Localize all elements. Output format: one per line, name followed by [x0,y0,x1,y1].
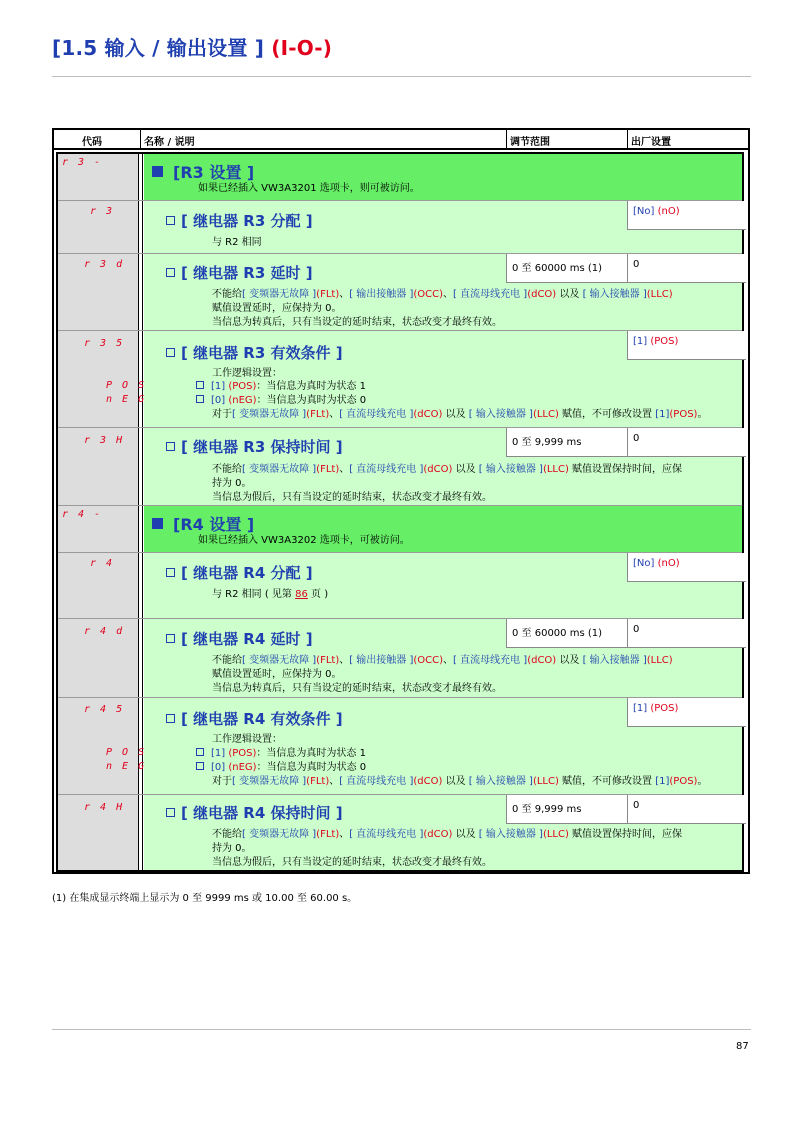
r3-delay-line1: 不能给[ 变频器无故障 ](FLt)、[ 输出接触器 ](OCC)、[ 直流母线充电 ](dCO) 以及 [ 输入接触器 ](LLC) [212,289,673,300]
r3-desc: 如果已经插入 VW3A3201 选项卡，则可被访问。 [198,183,420,194]
r3-delay-range: 0 至 60000 ms (1) [506,254,627,283]
r4-opt2: [0] (nEG)：当信息为真时为状态 0 [196,761,366,775]
r4-hold-code: r 4 H [84,802,125,813]
filled-square-icon [152,518,163,529]
checkbox-icon [166,348,175,357]
r3-assign-desc: 与 R2 相同 [212,237,262,248]
r4-desc: 如果已经插入 VW3A3202 选项卡，可被访问。 [198,535,410,546]
r3-title: [R3 设置 ] [152,160,254,183]
checkbox-icon [166,268,175,277]
filled-square-icon [152,166,163,177]
r3-delay-factory: 0 [627,254,746,283]
r4-hold-title: [ 继电器 R4 保持时间 ] [166,802,343,823]
r3-hold-line2: 持为 0。 [212,478,252,489]
bottom-rule [52,1029,751,1030]
checkbox-icon [166,568,175,577]
page-title-main: [1.5 输入 / 输出设置 ] [52,36,265,60]
r3-hold-factory: 0 [627,428,746,457]
header-code: 代码 [82,137,102,148]
checkbox-icon [166,808,175,817]
r4-active-intro: 工作逻辑设置： [212,734,282,745]
r3-hold-range: 0 至 9,999 ms [506,428,627,457]
r4-delay-range: 0 至 60000 ms (1) [506,619,627,648]
r3-hold-code: r 3 H [84,435,125,446]
checkbox-icon [196,381,204,389]
r4-delay-line1: 不能给[ 变频器无故障 ](FLt)、[ 输出接触器 ](OCC)、[ 直流母线充电 ](dCO) 以及 [ 输入接触器 ](LLC) [212,655,673,666]
header-name: 名称 / 说明 [144,137,195,148]
checkbox-icon [166,714,175,723]
r3-opt1: [1] (POS)：当信息为真时为状态 1 [196,380,366,394]
r3-delay-code: r 3 d [84,259,125,270]
page-link[interactable]: 86 [295,589,308,600]
top-rule [52,76,751,77]
r4-assign-code: r 4 [90,558,115,569]
r4-title: [R4 设置 ] [152,512,254,535]
r3-active-code: r 3 5 [84,338,125,349]
r4-opt1: [1] (POS)：当信息为真时为状态 1 [196,747,366,761]
r4-delay-factory: 0 [627,619,746,648]
checkbox-icon [196,748,204,756]
r3-assign-factory: [No] (nO) [627,201,746,230]
r3-assign-title: [ 继电器 R3 分配 ] [166,210,313,231]
r4-hold-factory: 0 [627,795,746,824]
r4-active-note: 对于[ 变频器无故障 ](FLt)、[ 直流母线充电 ](dCO) 以及 [ 输入接触器 ](LLC) 赋值，不可修改设置 [1](POS)。 [212,776,708,787]
r3-delay-line3: 当信息为转真后，只有当设定的延时结束，状态改变才最终有效。 [212,317,502,328]
r4-delay-code: r 4 d [84,626,125,637]
checkbox-icon [166,216,175,225]
checkbox-icon [196,395,204,403]
r4-assign-factory: [No] (nO) [627,553,746,582]
r3-delay-title: [ 继电器 R3 延时 ] [166,262,313,283]
r3-active-factory: [1] (POS) [627,331,746,360]
parameter-table [52,128,750,874]
r4-assign-desc: 与 R2 相同 ( 见第 86 页 ) [212,589,329,600]
r4-hold-line2: 持为 0。 [212,843,252,854]
r4-hold-line1: 不能给[ 变频器无故障 ](FLt)、[ 直流母线充电 ](dCO) 以及 [ 输入接触器 ](LLC) 赋值设置保持时间，应保 [212,829,683,840]
r4-active-code: r 4 5 [84,704,125,715]
r4-opt1-code: P O S [106,747,147,758]
table-body [56,152,744,872]
checkbox-icon [166,634,175,643]
r4-hold-line3: 当信息为假后，只有当设定的延时结束，状态改变才最终有效。 [212,857,492,868]
r4-delay-title: [ 继电器 R4 延时 ] [166,628,313,649]
r4-assign-title: [ 继电器 R4 分配 ] [166,562,313,583]
footnote: (1) 在集成显示终端上显示为 0 至 9999 ms 或 10.00 至 60.00 s。 [52,893,358,904]
r3-opt2-code: n E G [106,394,147,405]
r4-delay-line3: 当信息为转真后，只有当设定的延时结束，状态改变才最终有效。 [212,683,502,694]
header-factory: 出厂设置 [631,137,671,148]
r3-opt2: [0] (nEG)：当信息为真时为状态 0 [196,394,366,408]
header-range: 调节范围 [510,137,550,148]
r4-delay-line2: 赋值设置延时，应保持为 0。 [212,669,342,680]
r4-hold-range: 0 至 9,999 ms [506,795,627,824]
checkbox-icon [166,442,175,451]
checkbox-icon [196,762,204,770]
table-header [54,130,748,150]
r3-active-note: 对于[ 变频器无故障 ](FLt)、[ 直流母线充电 ](dCO) 以及 [ 输入接触器 ](LLC) 赋值，不可修改设置 [1](POS)。 [212,409,708,420]
r3-assign-code: r 3 [90,206,115,217]
r4-code: r 4 - [62,509,103,520]
r3-active-intro: 工作逻辑设置： [212,368,282,379]
r3-hold-line1: 不能给[ 变频器无故障 ](FLt)、[ 直流母线充电 ](dCO) 以及 [ 输入接触器 ](LLC) 赋值设置保持时间，应保 [212,464,683,475]
page-title [52,32,332,61]
r3-code: r 3 - [62,157,103,168]
r3-delay-line2: 赋值设置延时，应保持为 0。 [212,303,342,314]
page-title-code: (I-O-) [271,36,333,60]
r4-opt2-code: n E G [106,761,147,772]
r3-opt1-code: P O S [106,380,147,391]
r4-active-title: [ 继电器 R4 有效条件 ] [166,708,343,729]
r3-hold-line3: 当信息为假后，只有当设定的延时结束，状态改变才最终有效。 [212,492,492,503]
page-number: 87 [736,1041,749,1052]
r4-active-factory: [1] (POS) [627,698,746,727]
r3-active-title: [ 继电器 R3 有效条件 ] [166,342,343,363]
r3-hold-title: [ 继电器 R3 保持时间 ] [166,436,343,457]
